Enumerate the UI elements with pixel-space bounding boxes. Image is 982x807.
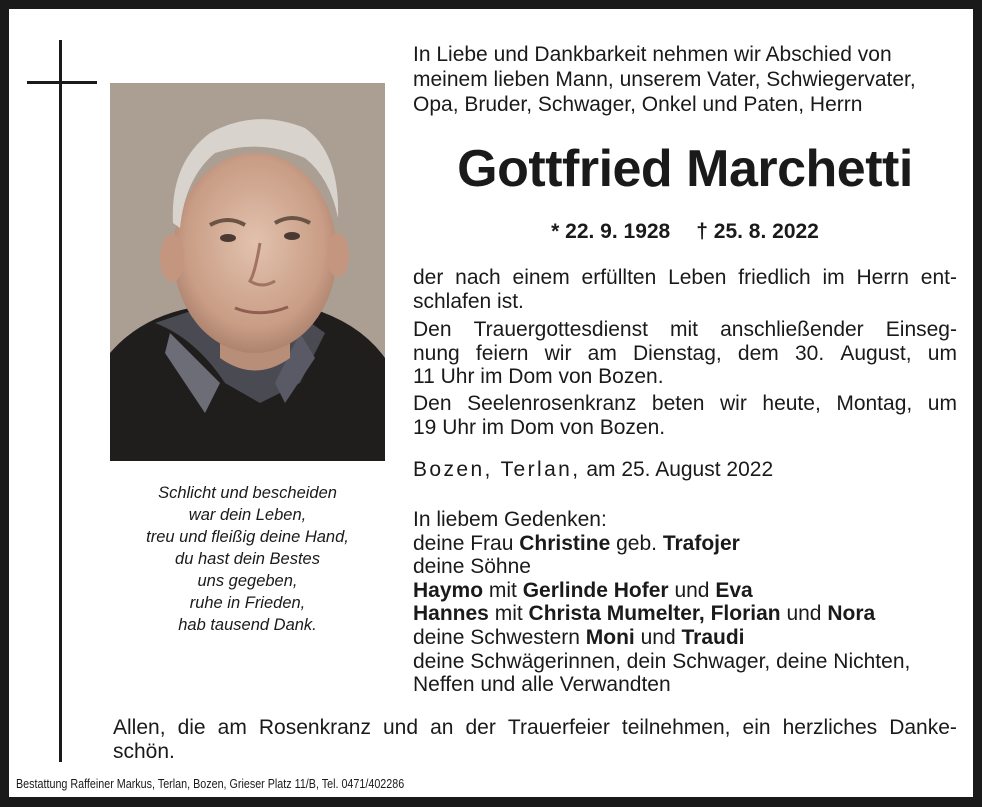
justified-word: erfüllten [581,266,657,289]
son2-with: mit [494,602,523,626]
son1-and: und [674,578,710,602]
closing-line [113,716,957,740]
intro-line: meinem lieben Mann, unserem Vater, Schwiegervater, [413,68,916,91]
poem-line: treu und fleißig deine Hand, [146,528,349,546]
justified-word: herzliches [782,716,878,739]
family-line-son2 [413,602,961,626]
poem-line: Schlicht und bescheiden [158,484,337,502]
son1-partner: Gerlinde Hofer [522,578,669,602]
justified-word: heute, [762,392,821,415]
place-towns: Bozen, Terlan, [413,458,581,481]
intro-text [413,42,957,117]
justified-word: nach [455,266,501,289]
intro-line: In Liebe und Dankbarkeit nehmen wir Abschied von [413,43,892,66]
place-date: am 25. August 2022 [586,458,774,481]
paragraph-line [413,318,957,342]
justified-word: Einseg- [885,318,957,341]
justified-word: August, [840,341,912,365]
sister2-name: Traudi [681,625,745,649]
justified-word: feiern [475,341,529,365]
justified-word: Leben [668,266,727,289]
justified-word: am [587,341,617,365]
justified-word: teilnehmen, [621,716,731,739]
justified-word: der [413,266,444,289]
family-list [413,508,961,697]
justified-word: im [822,266,845,289]
funeral-home-footer: Bestattung Raffeiner Markus, Terlan, Bozen, Grieser Platz 11/B, Tel. 0471/402286 [16,777,405,791]
son1-child: Eva [715,578,753,602]
justified-word: wir [544,341,572,365]
birth-date: * 22. 9. 1928 [551,220,671,243]
justified-word: beten [651,392,705,415]
justified-word: anschließender [720,318,864,341]
son1-name: Haymo [413,578,484,602]
family-heading: In liebem Gedenken: [413,508,607,531]
sisters-and: und [640,625,676,649]
intro-line: Opa, Bruder, Schwager, Onkel und Paten, Herrn [413,93,863,116]
justified-word: mit [670,318,699,341]
life-dates [413,218,957,246]
paragraph-line-text: 11 Uhr im Dom von Bozen. [413,365,664,388]
justified-word: Herrn [856,266,909,289]
wife-geb: geb. [616,531,657,555]
justified-word: Allen, [113,716,166,739]
justified-word: 30. [794,341,825,365]
closing-line-text: schön. [113,739,175,763]
justified-word: und [383,716,419,739]
death-date: † 25. 8. 2022 [696,220,819,243]
paragraph-line [413,416,957,440]
family-line-relatives: Neffen und alle Verwandten [413,673,671,697]
paragraph-line [413,290,957,314]
closing-line [113,740,957,764]
portrait-photo [110,83,385,461]
son1-with: mit [488,578,517,602]
justified-word: der [465,716,496,739]
justified-word: nung [413,341,460,365]
son2-name: Hannes [413,602,489,626]
poem-line: hab tausend Dank. [178,616,317,634]
wife-prefix: deine Frau [413,531,514,555]
cross-horizontal-bar [27,81,97,84]
family-line-wife [413,532,961,556]
justified-word: Montag, [836,392,913,415]
justified-word: Danke- [889,716,957,739]
sister1-name: Moni [585,625,635,649]
justified-word: am [217,716,247,739]
justified-word: Trauergottesdienst [473,318,648,341]
son2-child: Nora [827,602,876,626]
paragraph-line [413,266,957,290]
closing-thanks [113,716,957,763]
sisters-prefix: deine Schwestern [413,625,580,649]
justified-word: Dienstag, [633,341,722,365]
justified-word: friedlich [738,266,811,289]
poem-line: war dein Leben, [188,506,307,524]
justified-word: ent- [920,266,957,289]
family-line-sisters [413,626,961,650]
justified-word: um [927,341,957,365]
deceased-name: Gottfried Marchetti [457,140,913,198]
passing-paragraph [413,266,957,313]
wife-name: Christine [519,531,611,555]
paragraph-line [413,392,957,416]
funeral-service-paragraph [413,318,957,389]
justified-word: an [430,716,454,739]
poem-line: uns gegeben, [197,572,298,590]
justified-word: Seelenrosenkranz [467,392,637,415]
place-and-date [413,457,773,482]
poem-line: ruhe in Frieden, [189,594,306,612]
justified-word: einem [512,266,570,289]
sons-label: deine Söhne [413,555,531,579]
son2-partner: Christa Mumelter, Florian [528,602,781,626]
poem-line: du hast dein Bestes [175,550,320,568]
paragraph-line [413,365,957,389]
justified-word: dem [737,341,779,365]
justified-word: ein [742,716,771,739]
memorial-poem [110,482,385,636]
justified-word: Trauerfeier [507,716,610,739]
justified-word: Den [413,318,452,341]
family-line-inlaws: deine Schwägerinnen, dein Schwager, deine Nichten, [413,649,911,673]
justified-word: Den [413,392,452,415]
justified-word: wir [720,392,747,415]
justified-word: die [177,716,206,739]
paragraph-line-text: schlafen ist. [413,289,524,313]
justified-word: um [927,392,957,415]
justified-word: Rosenkranz [258,716,371,739]
paragraph-line-text: 19 Uhr im Dom von Bozen. [413,415,666,439]
paragraph-line [413,342,957,366]
cross-vertical-bar [59,40,62,762]
wife-maiden-name: Trafojer [662,531,740,555]
rosary-paragraph [413,392,957,439]
family-line-son1 [413,579,961,603]
son2-and: und [786,602,822,626]
